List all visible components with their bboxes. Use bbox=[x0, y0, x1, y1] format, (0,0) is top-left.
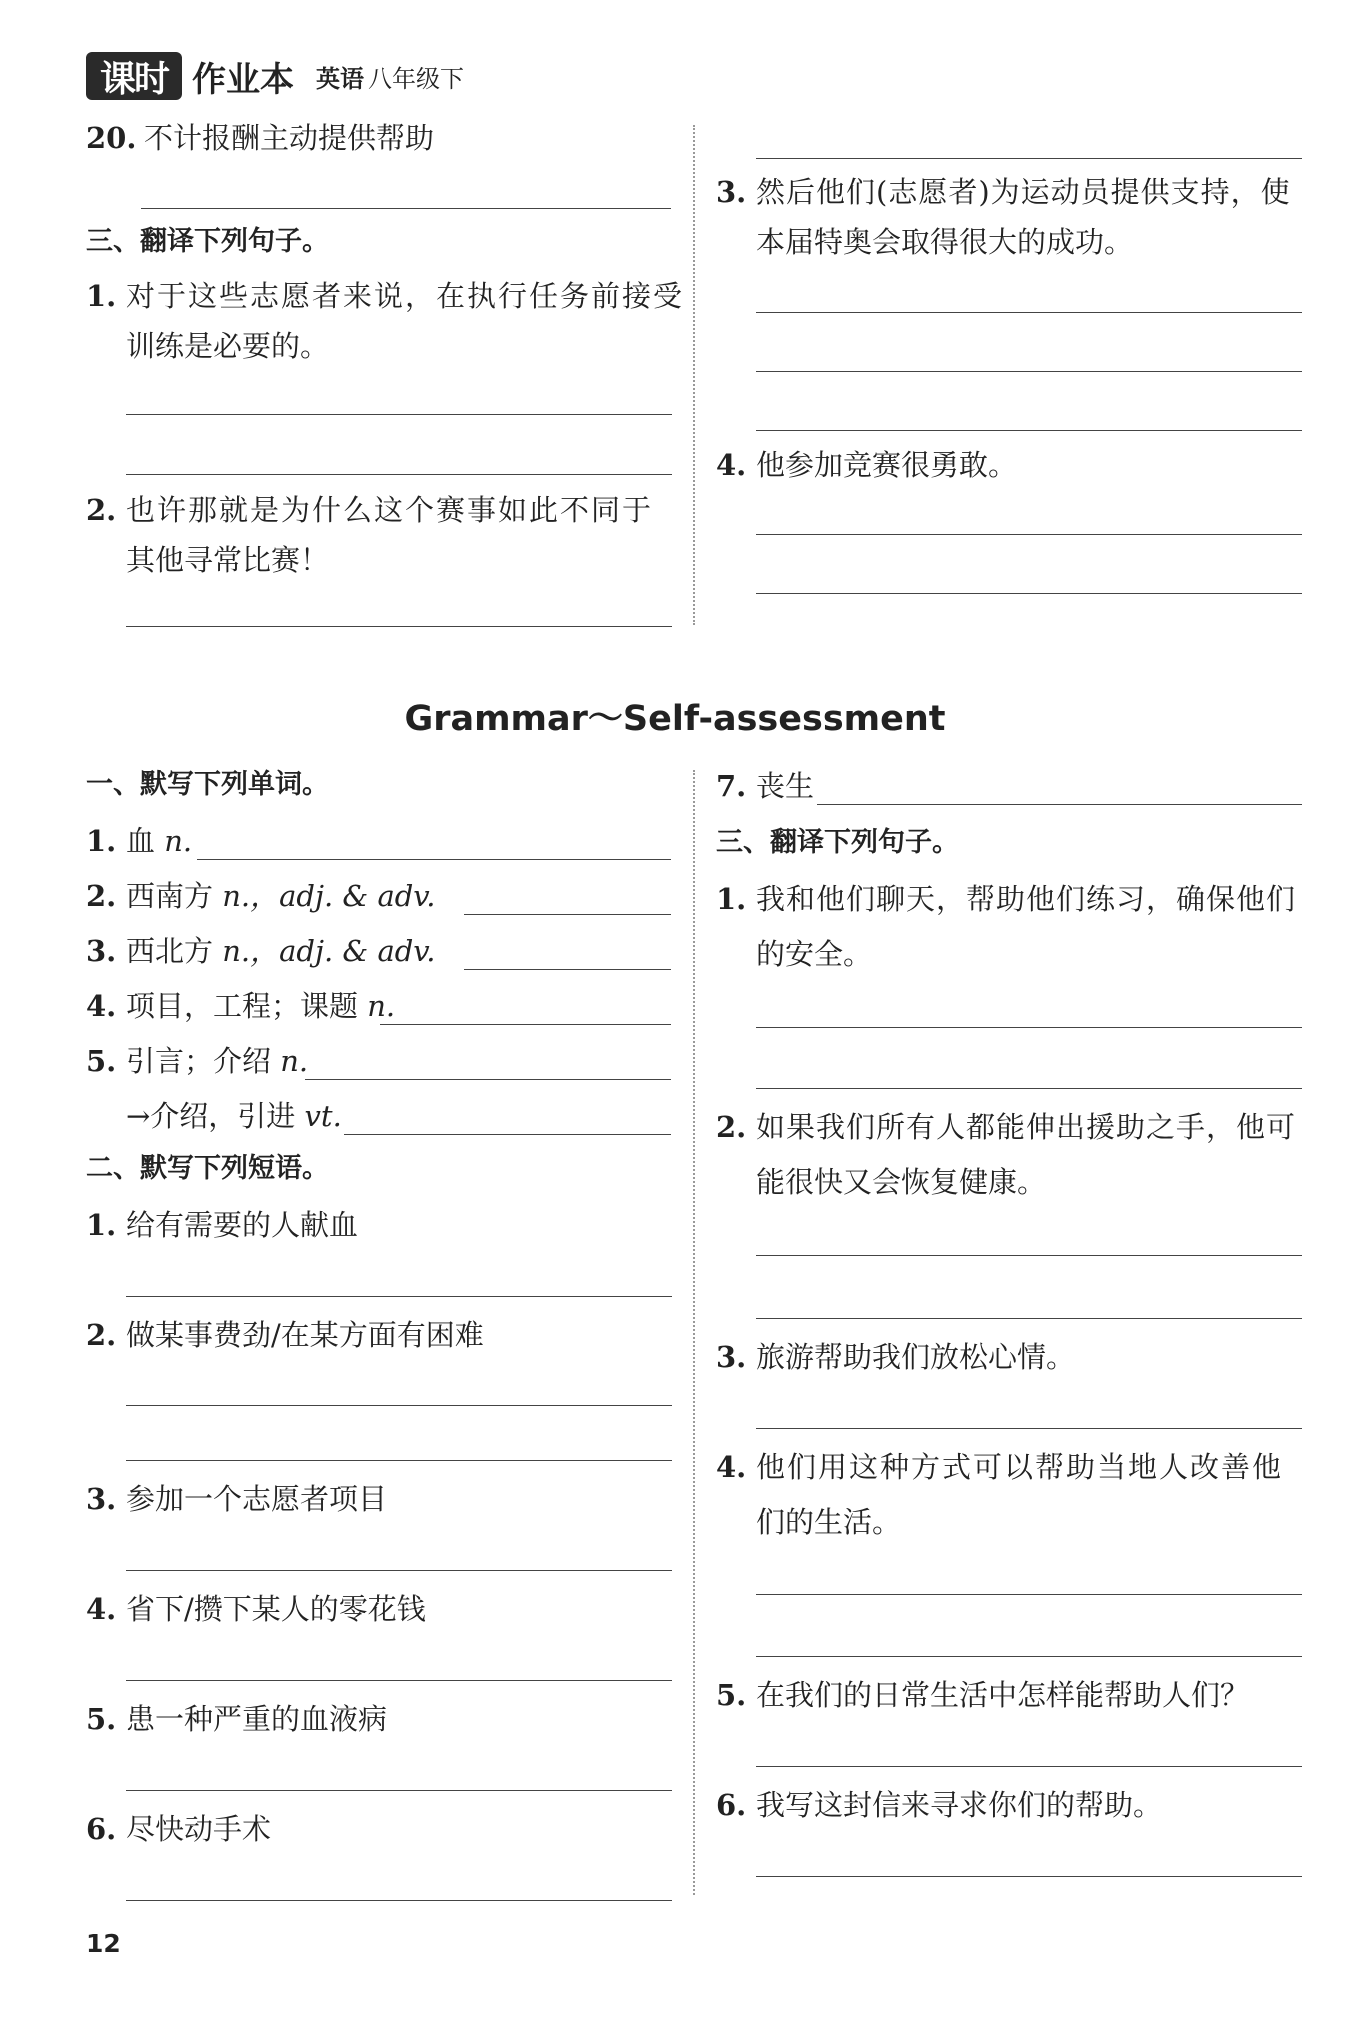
book-title: 作业本 bbox=[192, 59, 294, 100]
column-divider-bottom bbox=[693, 770, 695, 1895]
question-text: 如果我们所有人都能伸出援助之手，他可 bbox=[756, 1110, 1297, 1144]
answer-line bbox=[756, 534, 1302, 535]
answer-line bbox=[464, 969, 671, 970]
answer-line bbox=[756, 158, 1302, 159]
answer-line bbox=[756, 1656, 1302, 1657]
answer-line bbox=[756, 430, 1302, 431]
section-heading: 二、默写下列短语。 bbox=[86, 1153, 329, 1184]
question-text: 他们用这种方式可以帮助当地人改善他 bbox=[756, 1450, 1284, 1484]
answer-line bbox=[817, 804, 1302, 805]
question-text: 本届特奥会取得很大的成功。 bbox=[756, 225, 1134, 259]
answer-line bbox=[126, 414, 672, 415]
answer-line bbox=[756, 1027, 1302, 1028]
answer-line bbox=[126, 1790, 672, 1791]
answer-line bbox=[756, 371, 1302, 372]
word-number: 1. bbox=[86, 824, 117, 858]
question-text: 的安全。 bbox=[756, 937, 873, 971]
answer-line bbox=[126, 1296, 672, 1297]
phrase-text: 做某事费劲/在某方面有困难 bbox=[126, 1318, 484, 1352]
question-text: 对于这些志愿者来说，在执行任务前接受 bbox=[126, 279, 685, 313]
question-text: 训练是必要的。 bbox=[126, 329, 330, 363]
phrase-text: 尽快动手术 bbox=[126, 1812, 272, 1846]
grade: 八年级下 bbox=[368, 64, 464, 93]
word-prompt: 西北方 n.，adj. & adv. bbox=[126, 934, 436, 968]
answer-line bbox=[464, 914, 671, 915]
question-text: 我和他们聊天，帮助他们练习，确保他们 bbox=[756, 882, 1297, 916]
phrase-text: 省下/攒下某人的零花钱 bbox=[126, 1592, 426, 1626]
question-text: 他参加竞赛很勇敢。 bbox=[756, 448, 1018, 482]
question-number: 20. bbox=[86, 121, 137, 155]
question-text: 也许那就是为什么这个赛事如此不同于 bbox=[126, 493, 654, 527]
phrase-number: 3. bbox=[86, 1482, 117, 1516]
word-prompt: 西南方 n.，adj. & adv. bbox=[126, 879, 436, 913]
word-prompt: 引言；介绍 n. bbox=[126, 1044, 309, 1078]
answer-line bbox=[756, 1318, 1302, 1319]
question-text: 我写这封信来寻求你们的帮助。 bbox=[756, 1788, 1163, 1822]
answer-line bbox=[756, 1428, 1302, 1429]
page-number: 12 bbox=[86, 1929, 121, 1958]
phrase-text: 参加一个志愿者项目 bbox=[126, 1482, 388, 1516]
question-number: 3. bbox=[716, 1340, 747, 1374]
answer-line bbox=[756, 1594, 1302, 1595]
word-number: 4. bbox=[86, 989, 117, 1023]
word-prompt: →介绍，引进 vt. bbox=[126, 1099, 342, 1133]
question-number: 2. bbox=[86, 493, 117, 527]
answer-line bbox=[305, 1079, 671, 1080]
word-number: 2. bbox=[86, 879, 117, 913]
phrase-number: 5. bbox=[86, 1702, 117, 1736]
answer-line bbox=[126, 1460, 672, 1461]
answer-line bbox=[126, 474, 672, 475]
question-text: 们的生活。 bbox=[756, 1505, 902, 1539]
phrase-number: 2. bbox=[86, 1318, 117, 1352]
answer-line bbox=[756, 593, 1302, 594]
question-number: 2. bbox=[716, 1110, 747, 1144]
question-number: 1. bbox=[716, 882, 747, 916]
phrase-number: 1. bbox=[86, 1208, 117, 1242]
question-number: 3. bbox=[716, 175, 747, 209]
phrase-number: 6. bbox=[86, 1812, 117, 1846]
logo: 课时 bbox=[86, 52, 182, 100]
question-text: 旅游帮助我们放松心情。 bbox=[756, 1340, 1076, 1374]
question-number: 4. bbox=[716, 448, 747, 482]
question-text: 其他寻常比赛！ bbox=[126, 543, 330, 577]
column-divider-top bbox=[693, 125, 695, 625]
question-text: 不计报酬主动提供帮助 bbox=[144, 121, 435, 155]
section-heading: 三、翻译下列句子。 bbox=[716, 827, 959, 858]
answer-line bbox=[141, 208, 671, 209]
section-title: Grammar～Self-assessment bbox=[404, 699, 946, 739]
header bbox=[86, 48, 464, 104]
answer-line bbox=[756, 1255, 1302, 1256]
answer-line bbox=[756, 1876, 1302, 1877]
question-number: 4. bbox=[716, 1450, 747, 1484]
word-number: 5. bbox=[86, 1044, 117, 1078]
question-text: 能很快又会恢复健康。 bbox=[756, 1165, 1047, 1199]
answer-line bbox=[380, 1024, 671, 1025]
answer-line bbox=[126, 1405, 672, 1406]
answer-line bbox=[197, 859, 671, 860]
question-text: 在我们的日常生活中怎样能帮助人们？ bbox=[756, 1678, 1250, 1712]
phrase-text: 给有需要的人献血 bbox=[126, 1208, 359, 1242]
word-prompt: 项目，工程；课题 n. bbox=[126, 989, 396, 1023]
phrase-number: 4. bbox=[86, 1592, 117, 1626]
question-number: 6. bbox=[716, 1788, 747, 1822]
question-number: 5. bbox=[716, 1678, 747, 1712]
subject: 英语 bbox=[316, 64, 364, 93]
word-prompt: 丧生 bbox=[756, 769, 815, 803]
word-number: 7. bbox=[716, 769, 747, 803]
answer-line bbox=[756, 312, 1302, 313]
question-number: 1. bbox=[86, 279, 117, 313]
answer-line bbox=[126, 626, 672, 627]
answer-line bbox=[126, 1680, 672, 1681]
answer-line bbox=[126, 1570, 672, 1571]
section-heading: 一、默写下列单词。 bbox=[86, 769, 329, 800]
answer-line bbox=[126, 1900, 672, 1901]
question-text: 然后他们(志愿者)为运动员提供支持，使 bbox=[756, 175, 1291, 209]
answer-line bbox=[344, 1134, 671, 1135]
phrase-text: 患一种严重的血液病 bbox=[126, 1702, 388, 1736]
answer-line bbox=[756, 1766, 1302, 1767]
section-heading: 三、翻译下列句子。 bbox=[86, 226, 329, 257]
word-number: 3. bbox=[86, 934, 117, 968]
answer-line bbox=[756, 1088, 1302, 1089]
word-prompt: 血 n. bbox=[126, 824, 193, 858]
